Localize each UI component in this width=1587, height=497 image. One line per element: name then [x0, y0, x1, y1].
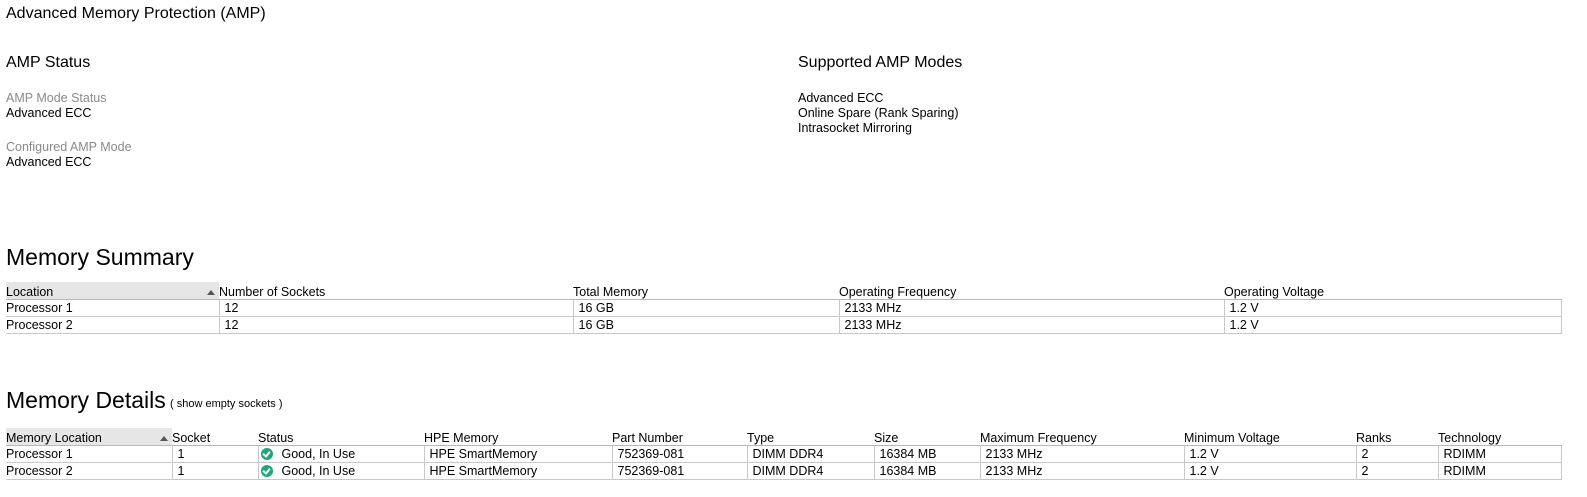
column-header-maximum-frequency[interactable]: Maximum Frequency	[980, 428, 1184, 446]
memory-details-heading: Memory Details	[6, 387, 166, 413]
cell-status: Good, In Use	[258, 463, 424, 480]
check-circle-icon	[261, 448, 273, 460]
supported-amp-modes-heading: Supported AMP Modes	[798, 54, 963, 71]
column-header-hpe-memory[interactable]: HPE Memory	[424, 428, 612, 446]
sort-ascending-icon[interactable]	[207, 290, 215, 295]
cell-socket: 1	[172, 463, 258, 480]
column-header-socket[interactable]: Socket	[172, 428, 258, 446]
column-header-operating-voltage[interactable]: Operating Voltage	[1224, 282, 1561, 300]
cell-max-frequency: 2133 MHz	[980, 463, 1184, 480]
cell-sockets: 12	[219, 300, 573, 317]
cell-part-number: 752369-081	[612, 463, 747, 480]
column-header-size[interactable]: Size	[874, 428, 980, 446]
configured-amp-mode-value: Advanced ECC	[6, 155, 92, 169]
cell-location: Processor 1	[6, 300, 219, 317]
table-row	[6, 446, 1561, 463]
show-empty-sockets-link[interactable]: ( show empty sockets )	[170, 398, 283, 410]
cell-hpe-memory: HPE SmartMemory	[424, 446, 612, 463]
column-header-status[interactable]: Status	[258, 428, 424, 446]
column-header-memory-location[interactable]: Memory Location	[6, 428, 172, 446]
cell-size: 16384 MB	[874, 463, 980, 480]
column-header-ranks[interactable]: Ranks	[1356, 428, 1438, 446]
column-header-total-memory[interactable]: Total Memory	[573, 282, 839, 300]
cell-voltage: 1.2 V	[1224, 300, 1561, 317]
table-row	[6, 300, 1561, 317]
cell-frequency: 2133 MHz	[839, 300, 1224, 317]
memory-summary-heading: Memory Summary	[6, 244, 194, 270]
cell-frequency: 2133 MHz	[839, 317, 1224, 334]
cell-type: DIMM DDR4	[747, 463, 874, 480]
column-header-technology[interactable]: Technology	[1438, 428, 1561, 446]
cell-hpe-memory: HPE SmartMemory	[424, 463, 612, 480]
column-header-location[interactable]: Location	[6, 282, 219, 300]
amp-status-heading: AMP Status	[6, 54, 91, 71]
check-circle-icon	[261, 465, 273, 477]
cell-memory-location: Processor 2	[6, 463, 172, 480]
supported-mode-item: Advanced ECC	[798, 91, 884, 105]
cell-min-voltage: 1.2 V	[1184, 463, 1356, 480]
cell-type: DIMM DDR4	[747, 446, 874, 463]
cell-min-voltage: 1.2 V	[1184, 446, 1356, 463]
cell-ranks: 2	[1356, 463, 1438, 480]
table-header-row	[6, 428, 1561, 446]
column-header-minimum-voltage[interactable]: Minimum Voltage	[1184, 428, 1356, 446]
cell-total-memory: 16 GB	[573, 317, 839, 334]
supported-mode-item: Online Spare (Rank Sparing)	[798, 106, 959, 120]
cell-memory-location: Processor 1	[6, 446, 172, 463]
cell-ranks: 2	[1356, 446, 1438, 463]
memory-details-table	[6, 428, 1562, 480]
column-header-number-of-sockets[interactable]: Number of Sockets	[219, 282, 573, 300]
amp-mode-status-value: Advanced ECC	[6, 106, 92, 120]
amp-mode-status-label: AMP Mode Status	[6, 91, 107, 105]
cell-total-memory: 16 GB	[573, 300, 839, 317]
cell-technology: RDIMM	[1438, 463, 1561, 480]
cell-part-number: 752369-081	[612, 446, 747, 463]
memory-summary-table	[6, 282, 1562, 334]
supported-mode-item: Intrasocket Mirroring	[798, 121, 912, 135]
configured-amp-mode-label: Configured AMP Mode	[6, 140, 132, 154]
cell-location: Processor 2	[6, 317, 219, 334]
sort-ascending-icon[interactable]	[160, 436, 168, 441]
column-header-type[interactable]: Type	[747, 428, 874, 446]
cell-max-frequency: 2133 MHz	[980, 446, 1184, 463]
column-header-part-number[interactable]: Part Number	[612, 428, 747, 446]
cell-sockets: 12	[219, 317, 573, 334]
column-header-operating-frequency[interactable]: Operating Frequency	[839, 282, 1224, 300]
cell-status: Good, In Use	[258, 446, 424, 463]
cell-voltage: 1.2 V	[1224, 317, 1561, 334]
table-row	[6, 463, 1561, 480]
cell-socket: 1	[172, 446, 258, 463]
cell-technology: RDIMM	[1438, 446, 1561, 463]
table-header-row	[6, 282, 1561, 300]
cell-size: 16384 MB	[874, 446, 980, 463]
page-title: Advanced Memory Protection (AMP)	[6, 5, 266, 22]
table-row	[6, 317, 1561, 334]
